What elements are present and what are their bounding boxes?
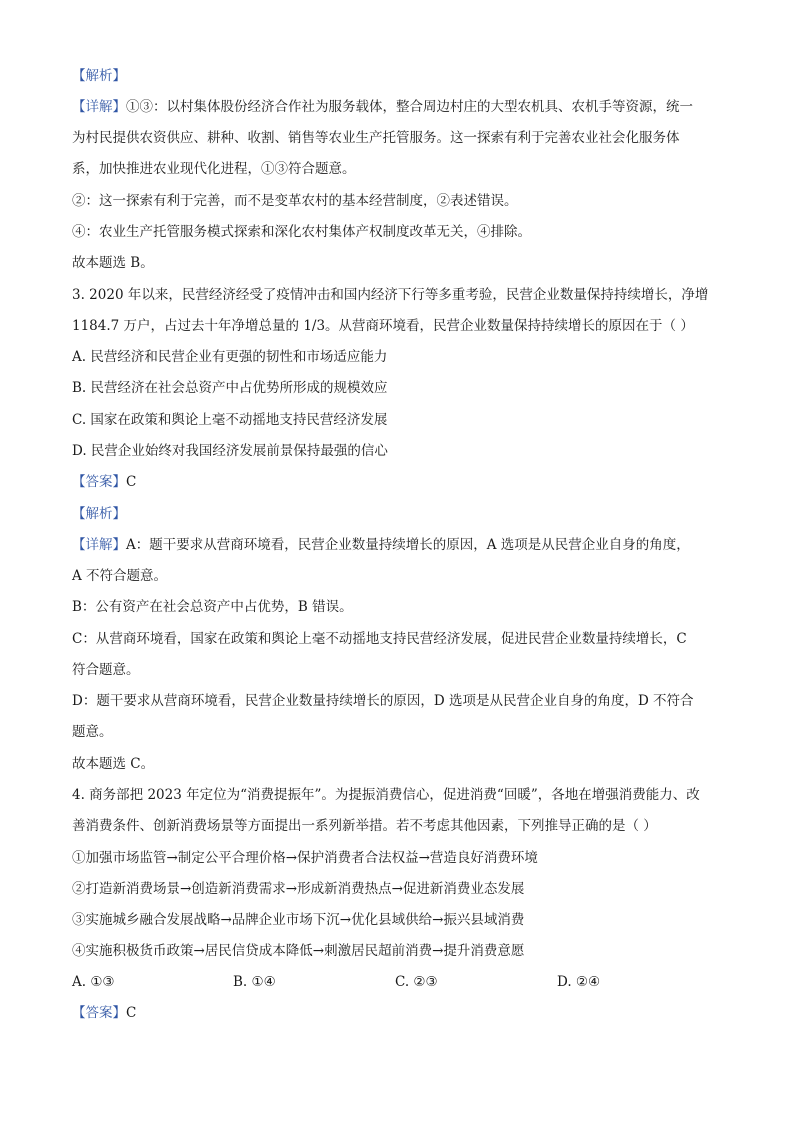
statement-item-1: ①加强市场监管→制定公平合理价格→保护消费者合法权益→营造良好消费环境 xyxy=(72,850,538,866)
option-d: D. 民营企业始终对我国经济发展前景保持最强的信心 xyxy=(72,443,388,459)
choice-c: C. ②③ xyxy=(395,974,438,990)
detail-paragraph-line: A 不符合题意。 xyxy=(72,568,168,584)
statement-item-2: ②打造新消费场景→创造新消费需求→形成新消费热点→促进新消费业态发展 xyxy=(72,881,525,897)
conclusion-text: 故本题选 B。 xyxy=(72,255,154,271)
detail-text: ①③：以村集体股份经济合作社为服务载体，整合周边村庄的大型农机具、农机手等资源，统一 xyxy=(126,99,693,115)
detail-paragraph-line: B：公有资产在社会总资产中占优势，B 错误。 xyxy=(72,599,353,615)
detail-paragraph-line: 符合题意。 xyxy=(72,662,140,678)
analysis-label: 【解析】 xyxy=(72,506,126,522)
detail-label: 【详解】 xyxy=(72,537,126,553)
answer-value: C xyxy=(126,1005,137,1021)
choice-row xyxy=(72,972,732,992)
option-c: C. 国家在政策和舆论上毫不动摇地支持民营经济发展 xyxy=(72,412,388,428)
detail-paragraph-line: ②：这一探索有利于完善，而不是变革农村的基本经营制度，②表述错误。 xyxy=(72,193,518,209)
detail-label: 【详解】 xyxy=(72,99,126,115)
conclusion-text: 故本题选 C。 xyxy=(72,756,155,772)
detail-paragraph-line: 题意。 xyxy=(72,724,113,740)
answer-label: 【答案】 xyxy=(72,1005,126,1021)
question-stem-line: 善消费条件、创新消费场景等方面提出一系列新举措。若不考虑其他因素，下列推导正确的是（ ） xyxy=(72,818,657,834)
answer-value: C xyxy=(126,474,137,490)
detail-paragraph-line: 系，加快推进农业现代化进程，①③符合题意。 xyxy=(72,161,356,177)
answer-line xyxy=(72,1003,732,1023)
choice-d: D. ②④ xyxy=(557,974,601,990)
answer-line xyxy=(72,472,732,492)
detail-paragraph-line: 为村民提供农资供应、耕种、收割、销售等农业生产托管服务。这一探索有利于完善农业社会化服务体 xyxy=(72,130,680,146)
detail-paragraph-line: ④：农业生产托管服务模式探索和深化农村集体产权制度改革无关，④排除。 xyxy=(72,224,531,240)
option-b: B. 民营经济在社会总资产中占优势所形成的规模效应 xyxy=(72,380,388,396)
question-stem-line: 3. 2020 年以来，民营经济经受了疫情冲击和国内经济下行等多重考验，民营企业数量保持持续增长，净增 xyxy=(72,287,709,303)
option-a: A. 民营经济和民营企业有更强的韧性和市场适应能力 xyxy=(72,349,388,365)
statement-item-4: ④实施积极货币政策→居民信贷成本降低→刺激居民超前消费→提升消费意愿 xyxy=(72,943,525,959)
choice-b: B. ①④ xyxy=(233,974,276,990)
analysis-label: 【解析】 xyxy=(72,68,126,84)
statement-item-3: ③实施城乡融合发展战略→品牌企业市场下沉→优化县域供给→振兴县域消费 xyxy=(72,912,525,928)
detail-paragraph-line xyxy=(72,535,732,555)
detail-paragraph-line xyxy=(72,97,732,117)
answer-label: 【答案】 xyxy=(72,474,126,490)
choice-a: A. ①③ xyxy=(72,974,115,990)
detail-paragraph-line: D：题干要求从营商环境看，民营企业数量持续增长的原因，D 选项是从民营企业自身的角度，D 不符合 xyxy=(72,693,694,709)
question-stem-line: 1184.7 万户，占过去十年净增总量的 1/3。从营商环境看，民营企业数量保持持续增长的原因在于（ ） xyxy=(72,318,694,334)
detail-text: A：题干要求从营商环境看，民营企业数量持续增长的原因，A 选项是从民营企业自身的角度， xyxy=(126,537,690,553)
question-stem-line: 4. 商务部把 2023 年定位为“消费提振年”。为提振消费信心，促进消费“回暖”，各地在增强消费能力、改 xyxy=(72,787,700,803)
detail-paragraph-line: C：从营商环境看，国家在政策和舆论上毫不动摇地支持民营经济发展，促进民营企业数量持续增长，C xyxy=(72,631,687,647)
